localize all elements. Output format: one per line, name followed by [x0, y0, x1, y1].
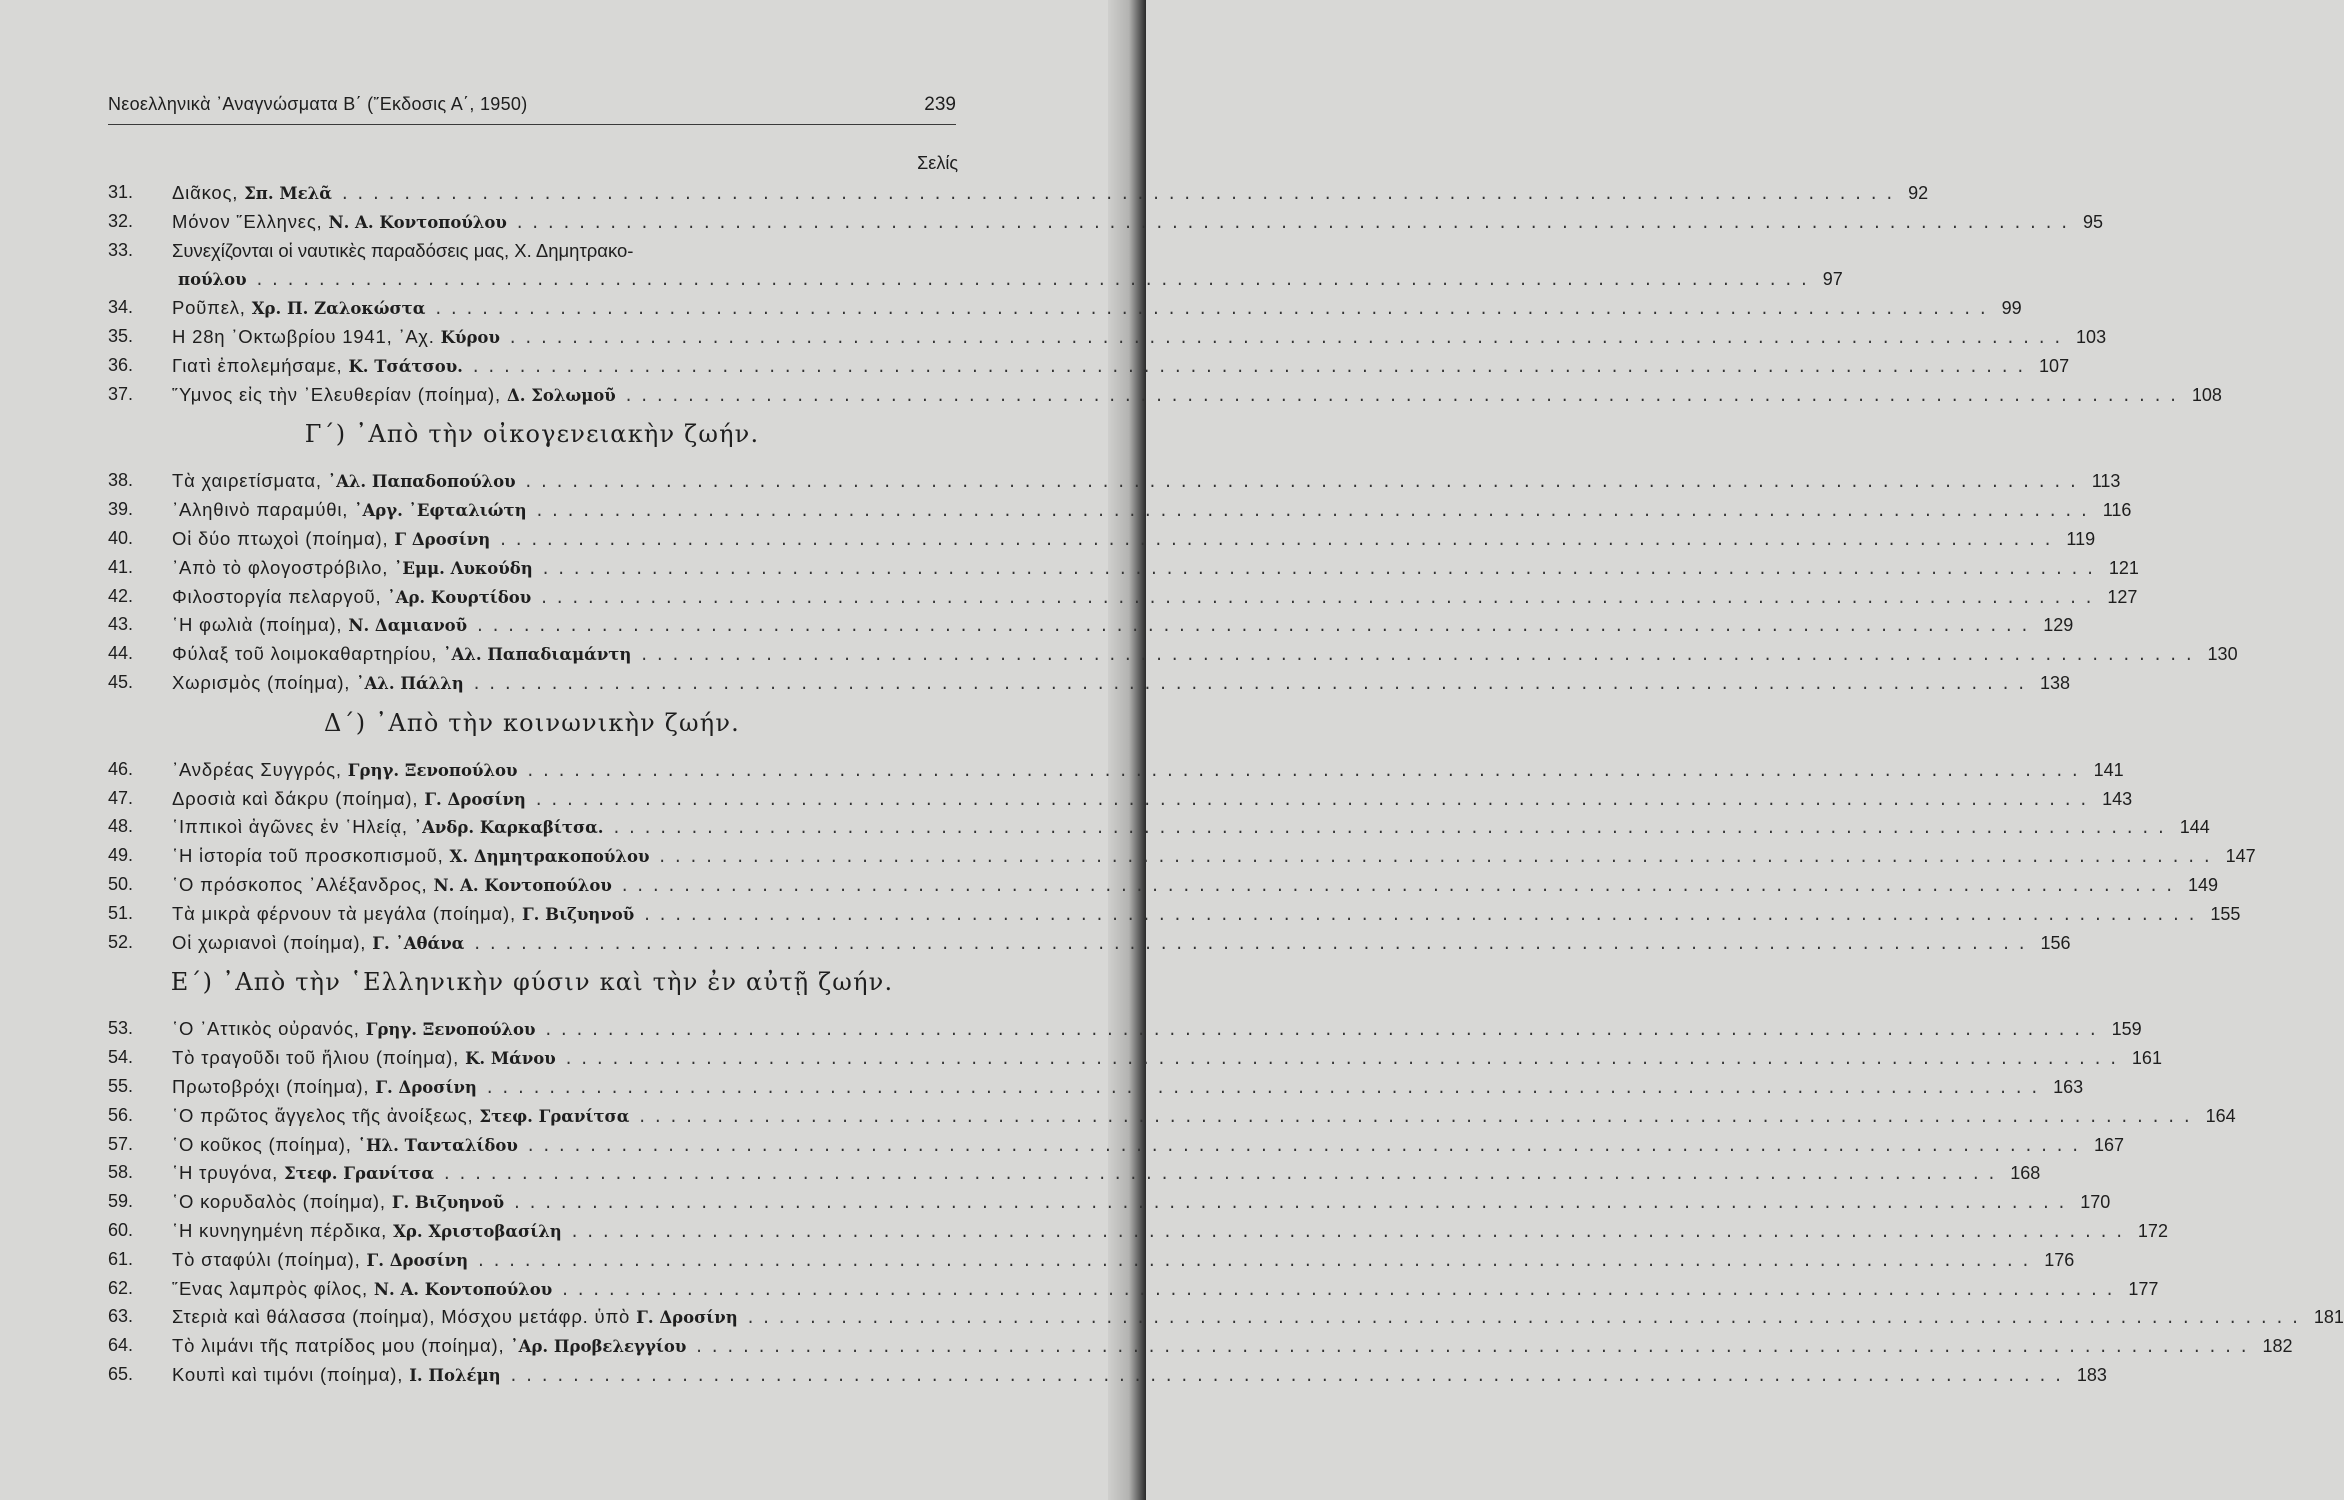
entry-title: Φύλαξ τοῦ λοιμοκαθαρτηρίου,: [172, 643, 438, 665]
entry-body: [172, 1335, 2293, 1358]
entry-number: 34.: [108, 297, 134, 318]
toc-entry: [108, 553, 2139, 582]
entry-number: 46.: [108, 758, 134, 779]
entry-author: Σπ. Μελᾶ: [244, 184, 332, 203]
entry-author: Γρηγ. Ξενοπούλου: [347, 760, 518, 780]
entry-number: 55.: [108, 1075, 134, 1096]
section-heading: Γ΄) ᾿Απὸ τὴν οἰκογενειακὴν ζωήν.: [304, 420, 760, 449]
entry-page: 107: [2039, 355, 2070, 376]
entry-author: Ν. Α. Κοντοπούλου: [328, 212, 507, 232]
entry-page: 103: [2076, 326, 2107, 347]
entry-number: 60.: [108, 1219, 134, 1240]
entry-body: [172, 1191, 2111, 1214]
dot-leader: ....................................................................................................: [657, 849, 2218, 868]
entry-author: Δ. Σολωμοῦ: [506, 385, 616, 405]
dot-leader: ....................................................................................................: [476, 1252, 2037, 1271]
entry-title: Ροῦπελ,: [172, 297, 246, 319]
toc-entry: [108, 1043, 2162, 1072]
entry-title: ῾Ιππικοὶ ἀγῶνες ἐν ῾Ηλείᾳ,: [172, 816, 408, 838]
entry-title: Στεριὰ καὶ θάλασσα (ποίημα), Μόσχου μετάφρ. ὑπὸ: [172, 1306, 631, 1328]
toc-entry: [108, 1101, 2236, 1130]
entry-body: [172, 845, 2256, 868]
dot-leader: ....................................................................................................: [507, 329, 2069, 348]
toc-entry: [108, 1216, 2168, 1245]
entry-page: 167: [2094, 1134, 2125, 1155]
entry-number: 62.: [108, 1277, 134, 1298]
entry-page: 172: [2137, 1220, 2168, 1241]
entry-number: 63.: [108, 1306, 134, 1327]
entry-number: 54.: [108, 1047, 134, 1068]
entry-number: 36.: [108, 354, 134, 375]
dot-leader: ....................................................................................................: [619, 877, 2180, 896]
toc-entry: [108, 1331, 2293, 1360]
entry-page: 177: [2128, 1278, 2159, 1299]
entry-author: Στεφ. Γρανίτσα: [479, 1106, 630, 1126]
toc-entry: [108, 755, 2124, 784]
entry-number: 52.: [108, 931, 134, 952]
entry-number: 58.: [108, 1162, 134, 1183]
toc-entry: [108, 639, 2238, 668]
entry-number: 37.: [108, 383, 134, 404]
entry-page: 129: [2043, 615, 2074, 636]
running-header: [108, 88, 956, 125]
entry-body: [172, 210, 2103, 233]
dot-leader: ....................................................................................................: [563, 1051, 2124, 1070]
entry-number: 57.: [108, 1133, 134, 1154]
entry-body: [172, 1248, 2075, 1271]
entry-title: Τὸ τραγοῦδι τοῦ ἥλιου (ποίημα),: [172, 1047, 460, 1069]
dot-leader: ....................................................................................................: [254, 271, 1815, 290]
dot-leader: ....................................................................................................: [523, 474, 2084, 493]
entry-title: ᾿Αληθινὸ παραμύθι,: [172, 499, 349, 521]
entry-author: ᾿Αρ. Κουρτίδου: [387, 587, 532, 607]
dot-leader: ....................................................................................................: [642, 906, 2203, 925]
entry-title: ᾿Απὸ τὸ φλογοστρόβιλο,: [172, 556, 389, 578]
entry-title: Τὰ μικρὰ φέρνουν τὰ μεγάλα (ποίημα),: [172, 902, 516, 924]
toc-entry: [108, 1302, 2344, 1331]
toc-entry: [108, 178, 1929, 207]
entry-number: 32.: [108, 210, 134, 231]
toc-entry: [108, 582, 2138, 611]
dot-leader: ....................................................................................................: [611, 820, 2172, 839]
dot-leader: ....................................................................................................: [534, 503, 2095, 522]
page-column-label: Σελίς: [917, 153, 958, 173]
toc-entry: [108, 784, 2133, 813]
entry-body: [172, 1075, 2084, 1098]
dot-leader: ....................................................................................................: [533, 791, 2095, 810]
entry-page: 183: [2076, 1364, 2107, 1385]
entry-number: 43.: [108, 614, 134, 635]
entry-number: 65.: [108, 1363, 134, 1384]
entry-title: Κουπὶ καὶ τιμόνι (ποίημα),: [172, 1363, 404, 1385]
entry-page: 97: [1822, 268, 1843, 289]
entry-number: 53.: [108, 1018, 134, 1039]
entry-page: 161: [2131, 1048, 2162, 1069]
entry-body: [172, 1306, 2344, 1329]
dot-leader: ....................................................................................................: [525, 1137, 2086, 1156]
entry-page: 138: [2039, 672, 2070, 693]
entry-number: 59.: [108, 1191, 134, 1212]
entry-author: Κ. Μάνου: [465, 1049, 556, 1069]
section-heading: Δ΄) ᾿Απὸ τὴν κοινωνικὴν ζωήν.: [324, 708, 740, 737]
entry-page: 164: [2205, 1105, 2236, 1126]
entry-author: Γ. Δροσίνη: [424, 789, 526, 809]
entry-title: ῾Ο κορυδαλὸς (ποίημα),: [172, 1191, 386, 1213]
entry-author: ῾Ηλ. Τανταλίδου: [357, 1135, 518, 1155]
entry-body: [172, 787, 2133, 810]
entry-number: 44.: [108, 643, 134, 664]
entry-page: 182: [2262, 1336, 2293, 1357]
entry-author: ᾿Αργ. ᾿Εφταλιώτη: [354, 501, 527, 521]
entry-body: [172, 931, 2071, 954]
toc-entry: [108, 1360, 2107, 1389]
dot-leader: ....................................................................................................: [540, 560, 2101, 579]
entry-page: 163: [2053, 1076, 2084, 1097]
entry-author: Γ. ᾿Αθάνα: [372, 933, 465, 953]
entry-body: [172, 1162, 2041, 1185]
dot-leader: ....................................................................................................: [470, 358, 2032, 377]
entry-body: [172, 614, 2074, 637]
entry-page: 99: [2001, 298, 2022, 319]
entry-page: 147: [2225, 846, 2256, 867]
toc-entry: [108, 1187, 2111, 1216]
entry-page: 119: [2066, 528, 2096, 549]
page-number: 239: [924, 94, 956, 115]
entry-author: πούλου: [178, 269, 247, 289]
entry-body: [172, 1047, 2162, 1070]
toc-entry: [108, 293, 2022, 322]
entry-title: Γιατὶ ἐπολεμήσαμε,: [172, 354, 343, 376]
entry-author: ᾿Αρ. Προβελεγγίου: [510, 1337, 687, 1357]
dot-leader: ....................................................................................................: [472, 935, 2033, 954]
entry-page: 149: [2187, 874, 2219, 895]
entry-page: 144: [2179, 817, 2210, 838]
entry-number: 51.: [108, 902, 134, 923]
entry-number: 61.: [108, 1248, 134, 1269]
dot-leader: ....................................................................................................: [512, 1195, 2073, 1214]
entry-page: 159: [2111, 1019, 2142, 1040]
toc-entry: [108, 668, 2070, 697]
entry-title: ῞Ενας λαμπρὸς φίλος,: [172, 1277, 368, 1299]
entry-page: 121: [2108, 557, 2139, 578]
entry-author: Ν. Α. Κοντοπούλου: [373, 1279, 553, 1299]
dot-leader: ....................................................................................................: [433, 301, 1994, 320]
entry-page: 113: [2091, 471, 2121, 492]
dot-leader: ....................................................................................................: [639, 647, 2200, 666]
entry-number: 64.: [108, 1335, 134, 1356]
entry-number: 33.: [108, 239, 134, 260]
dot-leader: ....................................................................................................: [514, 214, 2075, 233]
entry-author: Γ. Δροσίνη: [366, 1250, 469, 1270]
entry-number: 31.: [108, 182, 134, 202]
entry-title: Πρωτοβρόχι (ποίημα),: [172, 1075, 370, 1097]
entry-title: ῾Η τρυγόνα,: [172, 1162, 279, 1184]
entry-author: ᾿Αλ. Παπαδιαμάντη: [443, 645, 632, 665]
entry-title: ῾Ο πρῶτος ἄγγελος τῆς ἀνοίξεως,: [172, 1104, 474, 1126]
entry-page: 155: [2210, 903, 2241, 924]
entry-page: 170: [2080, 1192, 2111, 1213]
toc-entry: [108, 1072, 2084, 1101]
dot-leader: ....................................................................................................: [525, 762, 2086, 781]
entry-body: [172, 499, 2132, 522]
dot-leader: ....................................................................................................: [569, 1223, 2130, 1242]
toc-entry: [108, 1245, 2075, 1274]
entry-author: Στεφ. Γρανίτσα: [284, 1164, 435, 1184]
dot-leader: ....................................................................................................: [745, 1310, 2306, 1329]
entry-page: 116: [2102, 500, 2132, 521]
dot-leader: ....................................................................................................: [339, 186, 1901, 204]
dot-leader: ....................................................................................................: [442, 1166, 2003, 1185]
section-heading: Ε΄) ᾿Απὸ τὴν ῾Ελληνικὴν φύσιν καὶ τὴν ἐν αὐτῇ ζωήν.: [170, 968, 894, 997]
entry-title: Μόνον ῞Ελληνες,: [172, 210, 323, 232]
entry-body: [172, 1133, 2125, 1156]
entry-author: ᾿Εμμ. Λυκούδη: [394, 558, 533, 578]
entry-title: ᾿Ανδρέας Συγγρός,: [172, 758, 342, 780]
entry-number: 38.: [108, 470, 134, 491]
entry-page: 168: [2010, 1163, 2041, 1184]
toc-entry: [108, 1274, 2159, 1303]
entry-body: [172, 902, 2241, 925]
toc-entry: [108, 841, 2256, 870]
entry-body: [172, 325, 2107, 348]
dot-leader: ....................................................................................................: [539, 589, 2100, 608]
entry-title: Η 28η ᾿Οκτωβρίου 1941, ᾿Αχ.: [172, 325, 435, 347]
entry-page: 143: [2102, 788, 2133, 809]
entry-body: [172, 268, 1843, 290]
entry-author: Γ. Βιζυηνοῦ: [521, 904, 635, 924]
entry-title: Τὸ σταφύλι (ποίημα),: [172, 1248, 361, 1270]
entry-page: 156: [2040, 932, 2071, 953]
entry-number: 39.: [108, 499, 134, 520]
dot-leader: ....................................................................................................: [475, 618, 2036, 637]
toc-entry: [108, 351, 2070, 380]
entry-body: [172, 585, 2138, 608]
entry-title: Χωρισμὸς (ποίημα),: [172, 671, 351, 693]
toc-entry: [108, 380, 2222, 409]
entry-body: [172, 182, 1929, 204]
toc-entry: [108, 495, 2132, 524]
dot-leader: ....................................................................................................: [498, 531, 2059, 550]
entry-author: Γ. Βιζυηνοῦ: [391, 1193, 505, 1213]
entry-page: 92: [1908, 183, 1929, 203]
entry-body: [172, 816, 2210, 839]
toc-entry: [108, 812, 2210, 841]
dot-leader: ....................................................................................................: [637, 1108, 2198, 1127]
entry-page: 181: [2313, 1307, 2344, 1328]
entry-title: Φιλοστοργία πελαργοῦ,: [172, 585, 382, 607]
entry-author: Γ. Δροσίνη: [636, 1308, 738, 1328]
toc-entry: [108, 466, 2121, 495]
entry-page: 127: [2107, 586, 2138, 607]
entry-title: ῾Η κυνηγημένη πέρδικα,: [172, 1219, 388, 1241]
entry-title: ῾Ο ᾿Αττικὸς οὐρανός,: [172, 1018, 360, 1040]
entry-page: 141: [2093, 759, 2124, 780]
entry-title: ῞Υμνος εἰς τὴν ᾿Ελευθερίαν (ποίημα),: [172, 383, 501, 405]
entry-author: Ν. Α. Κοντοπούλου: [433, 875, 612, 895]
entry-number: 47.: [108, 787, 134, 808]
entry-title: Τὸ λιμάνι τῆς πατρίδος μου (ποίημα),: [172, 1335, 505, 1357]
entry-title: Οἱ δύο πτωχοὶ (ποίημα),: [172, 527, 389, 549]
entry-author: Χρ. Χριστοβασίλη: [393, 1221, 562, 1241]
toc-entry: [108, 207, 2103, 236]
entry-number: 49.: [108, 845, 134, 866]
toc-entry: [108, 1014, 2142, 1043]
entry-title: Τὰ χαιρετίσματα,: [172, 470, 322, 492]
entry-title: Οἱ χωριανοὶ (ποίημα),: [172, 931, 367, 953]
entry-body: [172, 1104, 2236, 1127]
entry-number: 40.: [108, 527, 134, 548]
dot-leader: ....................................................................................................: [471, 675, 2032, 694]
entry-page: 130: [2207, 644, 2238, 665]
entry-number: 35.: [108, 325, 134, 346]
entry-author: Ν. Δαμιανοῦ: [348, 616, 468, 636]
entry-page: 108: [2191, 384, 2222, 405]
entry-body: [172, 354, 2070, 377]
entry-author: Κ. Τσάτσου.: [348, 356, 463, 376]
entry-author: Χ. Δημητρακοπούλου: [449, 847, 650, 867]
dot-leader: ....................................................................................................: [694, 1339, 2255, 1358]
entry-body: [172, 470, 2121, 493]
toc-entry: [108, 610, 2074, 639]
entry-number: 48.: [108, 816, 134, 837]
entry-title: Διᾶκος,: [172, 182, 239, 203]
entry-body: [172, 671, 2070, 694]
running-title: Νεοελληνικὰ ᾿Αναγνώσματα Β΄ (῎Εκδοσις Α΄, 1950): [108, 94, 528, 114]
dot-leader: ....................................................................................................: [623, 387, 2184, 406]
entry-title: ῾Η ἱστορία τοῦ προσκοπισμοῦ,: [172, 845, 444, 867]
dot-leader: ....................................................................................................: [508, 1367, 2069, 1386]
toc-entry: [108, 1158, 2041, 1187]
toc-entry: [108, 322, 2107, 351]
toc-entry: [108, 928, 2071, 957]
dot-leader: ....................................................................................................: [484, 1079, 2046, 1098]
entry-number: 50.: [108, 873, 134, 894]
entry-number: 42.: [108, 585, 134, 606]
entry-number: 41.: [108, 556, 134, 577]
entry-page: 95: [2082, 211, 2103, 232]
entry-number: 56.: [108, 1104, 134, 1125]
entry-body: [172, 873, 2219, 896]
entry-body: [172, 1018, 2142, 1041]
toc-entry: [108, 524, 2096, 553]
toc-entry: [108, 1130, 2125, 1159]
entry-author: ᾿Αλ. Πάλλη: [356, 673, 464, 693]
entry-body: [172, 758, 2124, 781]
toc-entry: [108, 870, 2219, 899]
toc-entry: [108, 236, 1843, 294]
entry-body: [172, 1277, 2159, 1300]
toc-entry: [108, 899, 2241, 928]
entry-author: Ι. Πολέμη: [409, 1365, 501, 1385]
dot-leader: ....................................................................................................: [543, 1022, 2104, 1041]
entry-body: [172, 643, 2238, 666]
entry-title: ῾Η φωλιὰ (ποίημα),: [172, 614, 343, 636]
entry-author: Χρ. Π. Ζαλοκώστα: [251, 299, 426, 319]
entry-author: ᾿Ανδρ. Καρκαβίτσα.: [413, 818, 604, 838]
entry-body: [172, 1363, 2107, 1386]
entry-title-line: Συνεχίζονται οἱ ναυτικὲς παραδόσεις μας, Χ. Δημητρακο-: [172, 239, 634, 261]
entry-body: [172, 383, 2222, 406]
table-of-contents: [108, 178, 2344, 1389]
entry-title: Δροσιὰ καὶ δάκρυ (ποίημα),: [172, 787, 419, 809]
entry-page: 176: [2044, 1249, 2075, 1270]
dot-leader: ....................................................................................................: [560, 1281, 2121, 1300]
entry-number: 45.: [108, 671, 134, 692]
entry-author: Κύρου: [440, 327, 500, 347]
entry-body: [172, 556, 2139, 579]
entry-author: Γ. Δροσίνη: [375, 1077, 477, 1097]
entry-body: [172, 1219, 2168, 1242]
entry-author: Γρηγ. Ξενοπούλου: [365, 1020, 536, 1040]
entry-title: ῾Ο κοῦκος (ποίημα),: [172, 1133, 352, 1155]
entry-author: ᾿Αλ. Παπαδοπούλου: [327, 472, 516, 492]
entry-body: [172, 297, 2022, 320]
entry-author: Γ Δροσίνη: [394, 529, 491, 549]
entry-title: ῾Ο πρόσκοπος ᾿Αλέξανδρος,: [172, 873, 428, 895]
entry-body: [172, 527, 2096, 550]
